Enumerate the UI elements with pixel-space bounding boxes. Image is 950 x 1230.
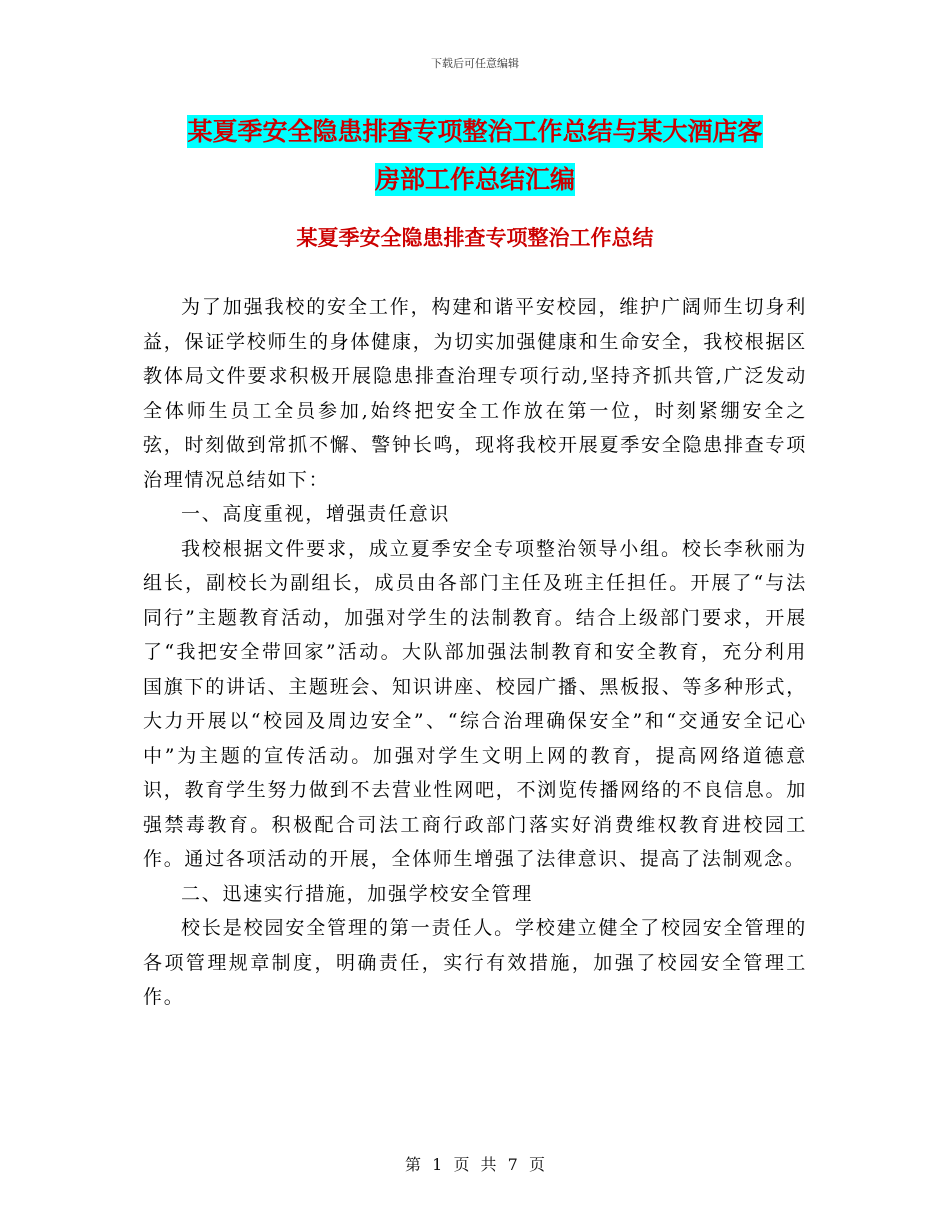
section-title: 某夏季安全隐患排查专项整治工作总结 [296, 226, 654, 250]
page-footer [0, 1152, 950, 1175]
document-title-line-1: 某夏季安全隐患排查专项整治工作总结与某大酒店客 [187, 117, 763, 146]
paragraph-one: 我校根据文件要求，成立夏季安全专项整治领导小组。校长李秋丽为组长，副校长为副组长，成员由各部门主任及班主任担任。开展了“与法同行”主题教育活动，加强对学生的法制教育。结合上级部门要求，开展了“我把安全带回家”活动。大队部加强法制教育和安全教育，充分利用国旗下的讲话、主题班会、知识讲座、校园广播、黑板报、等多种形式，大力开展以“校园及周边安全”、“综合治理确保安全”和“交通安全记心中”为主题的宣传活动。加强对学生文明上网的教育，提高网络道德意识，教育学生努力做到不去营业性网吧，不浏览传播网络的不良信息。加强禁毒教育。积极配合司法工商行政部门落实好消费维权教育进校园工作。通过各项活动的开展，全体师生增强了法律意识、提高了法制观念。 [143, 537, 807, 870]
heading-one: 一、高度重视，增强责任意识 [181, 503, 451, 525]
footer-mid: 页 [453, 1155, 470, 1174]
paragraph-two: 校长是校园安全管理的第一责任人。学校建立健全了校园安全管理的各项管理规章制度，明确责任，实行有效措施，加强了校园安全管理工作。 [143, 917, 807, 1008]
footer-total-label: 共 [480, 1155, 497, 1174]
total-pages: 7 [507, 1155, 518, 1174]
body-text [143, 290, 807, 1015]
page-number: 1 [432, 1155, 443, 1174]
footer-suffix: 页 [528, 1155, 545, 1174]
paragraph-intro: 为了加强我校的安全工作，构建和谐平安校园，维护广阔师生切身利益，保证学校师生的身体健康，为切实加强健康和生命安全，我校根据区教体局文件要求积极开展隐患排查治理专项行动,坚持齐抓共管,广泛发动全体师生员工全员参加,始终把安全工作放在第一位，时刻紧绷安全之弦，时刻做到常抓不懈、警钟长鸣，现将我校开展夏季安全隐患排查专项治理情况总结如下： [143, 296, 807, 491]
document-title [140, 108, 810, 204]
footer-prefix: 第 [405, 1155, 422, 1174]
header-note: 下载后可任意编辑 [431, 57, 519, 70]
heading-two: 二、迅速实行措施，加强学校安全管理 [181, 882, 533, 905]
document-title-line-2: 房部工作总结汇编 [374, 165, 575, 194]
